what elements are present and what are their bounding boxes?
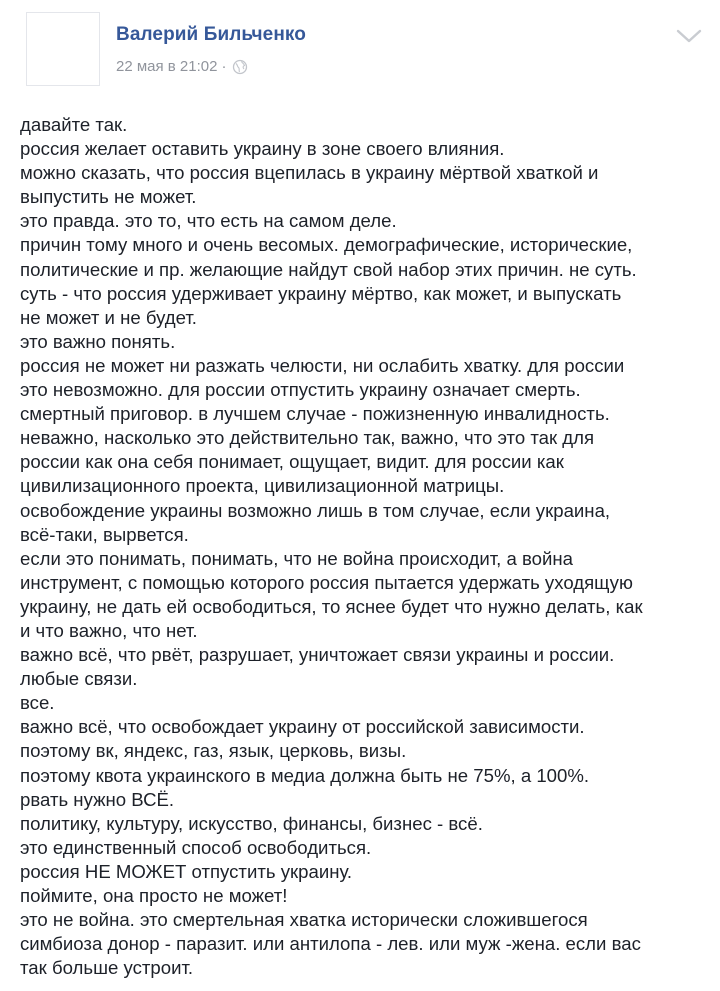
post-text-line: цивилизационного проекта, цивилизационной матрицы. xyxy=(20,475,505,497)
post-text-line: выпустить не может. xyxy=(20,186,197,208)
avatar[interactable] xyxy=(26,12,100,86)
post-text-line: россия НЕ МОЖЕТ отпустить украину. xyxy=(20,860,353,882)
post-text-line: поэтому вк, яндекс, газ, язык, церковь, визы. xyxy=(20,740,407,762)
post-text-line: и что важно, что нет. xyxy=(20,619,198,641)
post-text-line: инструмент, с помощью которого россия пытается удержать уходящую xyxy=(20,571,633,593)
post-text-line: это правда. это то, что есть на самом деле. xyxy=(20,210,397,232)
post-text-line: суть - что россия удерживает украину мёртво, как может, и выпускать xyxy=(20,282,622,304)
post-text-line: любые связи. xyxy=(20,668,138,690)
meta-separator: · xyxy=(221,58,227,75)
post-header xyxy=(0,0,720,100)
post-text-line: важно всё, что рвёт, разрушает, уничтожает связи украины и россии. xyxy=(20,644,615,666)
post-text-line: причин тому много и очень весомых. демографические, исторические, xyxy=(20,234,633,256)
post-text-line: россии как она себя понимает, ощущает, видит. для россии как xyxy=(20,451,564,473)
post-text-line: можно сказать, что россия вцепилась в украину мёртвой хваткой и xyxy=(20,162,599,184)
post-text-line: это невозможно. для россии отпустить украину означает смерть. xyxy=(20,379,581,401)
post-text-line: рвать нужно ВСЁ. xyxy=(20,788,175,810)
post-text-line: это не война. это смертельная хватка исторически сложившегося xyxy=(20,909,588,931)
post-text-line: неважно, насколько это действительно так, важно, что это так для xyxy=(20,427,595,449)
post-text-line: поймите, она просто не может! xyxy=(20,885,288,906)
author-name[interactable]: Валерий Бильченко xyxy=(116,24,306,45)
post-text-line: всё-таки, вырвется. xyxy=(20,523,189,545)
chevron-down-icon[interactable] xyxy=(676,28,702,44)
post-text-line: политические и пр. желающие найдут свой набор этих причин. не суть. xyxy=(20,258,637,280)
post-text-line: это единственный способ освободиться. xyxy=(20,836,372,858)
globe-icon[interactable] xyxy=(232,59,248,75)
post-text-line: россия желает оставить украину в зоне своего влияния. xyxy=(20,138,505,160)
post-text-line: если это понимать, понимать, что не война происходит, а война xyxy=(20,547,573,569)
post-text-line: все. xyxy=(20,692,55,714)
post-text-line: украину, не дать ей освободиться, то яснее будет что нужно делать, как xyxy=(20,595,643,617)
post-timestamp[interactable]: 22 мая в 21:02 xyxy=(116,58,218,75)
post-meta xyxy=(116,58,248,75)
post-text xyxy=(20,113,710,980)
post-text-line: важно всё, что освобождает украину от российской зависимости. xyxy=(20,716,585,738)
post-text-line: поэтому квота украинского в медиа должна быть не 75%, а 100%. xyxy=(20,764,590,786)
post-text-line: это важно понять. xyxy=(20,330,176,352)
post-text-line: не может и не будет. xyxy=(20,306,197,328)
post-text-line: смертный приговор. в лучшем случае - пожизненную инвалидность. xyxy=(20,403,610,425)
post-text-line: давайте так. xyxy=(20,114,128,135)
post-text-line: симбиоза донор - паразит. или антилопа - лев. или муж -жена. если вас xyxy=(20,933,641,955)
post-text-line: россия не может ни разжать челюсти, ни ослабить хватку. для россии xyxy=(20,354,625,376)
post-text-line: политику, культуру, искусство, финансы, бизнес - всё. xyxy=(20,812,483,834)
post-text-line: так больше устроит. xyxy=(20,957,194,979)
post-text-line: освобождение украины возможно лишь в том случае, если украина, xyxy=(20,499,611,521)
